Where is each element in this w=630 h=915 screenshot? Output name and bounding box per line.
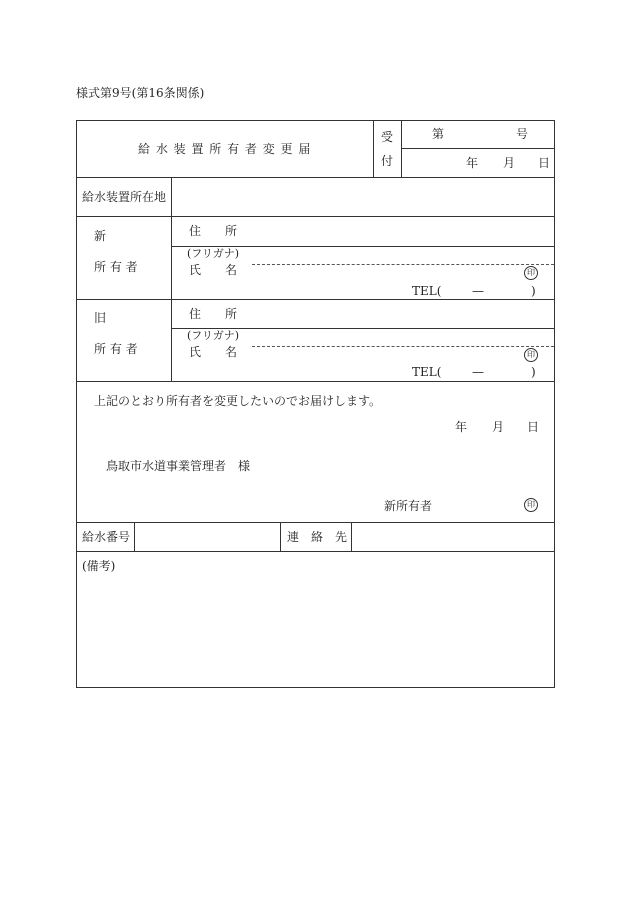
- divider: [280, 522, 281, 551]
- contact-field[interactable]: [353, 524, 553, 550]
- new-owner-seal-icon: 印: [524, 266, 538, 280]
- reception-label-bottom: 付: [381, 154, 394, 168]
- new-owner-tel-close: ): [531, 284, 536, 298]
- new-owner-label: 所 有 者: [94, 260, 138, 274]
- divider: [76, 522, 555, 523]
- old-owner-tel-close: ): [531, 365, 536, 379]
- declaration-year: 年: [455, 420, 468, 434]
- signer-name-field[interactable]: [436, 496, 516, 516]
- old-owner-tel-dash: —: [472, 365, 484, 379]
- old-owner-label: 所 有 者: [94, 342, 138, 356]
- reception-year: 年: [466, 156, 479, 170]
- divider: [134, 522, 135, 551]
- new-owner-name-label: 氏 名: [189, 263, 238, 277]
- new-owner-address-label: 住 所: [189, 224, 238, 238]
- reception-number-suffix: 号: [516, 127, 529, 141]
- remarks-label: (備考): [82, 559, 116, 573]
- new-owner-address-field[interactable]: [260, 218, 552, 244]
- declaration-month: 月: [492, 420, 505, 434]
- signer-label: 新所有者: [384, 499, 433, 513]
- old-owner-name-label: 氏 名: [189, 345, 238, 359]
- divider: [171, 299, 172, 381]
- old-owner-name-field[interactable]: [260, 348, 515, 364]
- divider: [171, 216, 172, 299]
- divider: [76, 299, 555, 300]
- form-title: 給 水 装 置 所 有 者 変 更 届: [138, 142, 312, 156]
- divider: [76, 216, 555, 217]
- signer-seal-icon: 印: [524, 498, 538, 512]
- old-owner-seal-icon: 印: [524, 348, 538, 362]
- old-owner-prefix: 旧: [94, 311, 107, 325]
- contact-label: 連 絡 先: [287, 530, 348, 544]
- new-owner-tel-field[interactable]: [437, 284, 529, 298]
- new-owner-tel-dash: —: [472, 284, 484, 298]
- old-owner-tel-field[interactable]: [437, 365, 529, 379]
- new-owner-name-field[interactable]: [260, 266, 515, 282]
- new-owner-tel-label: TEL(: [412, 284, 442, 298]
- old-owner-furigana-label: (フリガナ): [187, 329, 240, 342]
- old-owner-address-label: 住 所: [189, 307, 238, 321]
- supply-number-label: 給水番号: [82, 530, 131, 544]
- declaration-text: 上記のとおり所有者を変更したいのでお届けします。: [94, 394, 382, 408]
- new-owner-furigana-field[interactable]: [260, 248, 520, 263]
- declaration-date-field[interactable]: [400, 416, 540, 436]
- new-owner-prefix: 新: [94, 229, 107, 243]
- reception-number-prefix: 第: [432, 127, 445, 141]
- reception-day: 日: [538, 156, 551, 170]
- old-owner-address-field[interactable]: [260, 301, 552, 327]
- dashed-divider: [252, 264, 554, 265]
- reception-month: 月: [503, 156, 516, 170]
- dashed-divider: [252, 346, 554, 347]
- old-owner-tel-label: TEL(: [412, 365, 442, 379]
- location-label: 給水装置所在地: [82, 190, 167, 204]
- reception-label-top: 受: [381, 130, 394, 144]
- declaration-day: 日: [527, 420, 540, 434]
- divider: [351, 522, 352, 551]
- divider: [76, 551, 555, 552]
- divider: [373, 120, 374, 177]
- divider: [76, 381, 555, 382]
- supply-number-field[interactable]: [136, 524, 278, 550]
- addressee: 鳥取市水道事業管理者 様: [106, 459, 251, 473]
- location-field[interactable]: [172, 178, 554, 215]
- remarks-field[interactable]: [80, 576, 552, 684]
- new-owner-furigana-label: (フリガナ): [187, 247, 240, 260]
- old-owner-furigana-field[interactable]: [260, 330, 520, 345]
- form-number: 様式第9号(第16条関係): [76, 86, 205, 100]
